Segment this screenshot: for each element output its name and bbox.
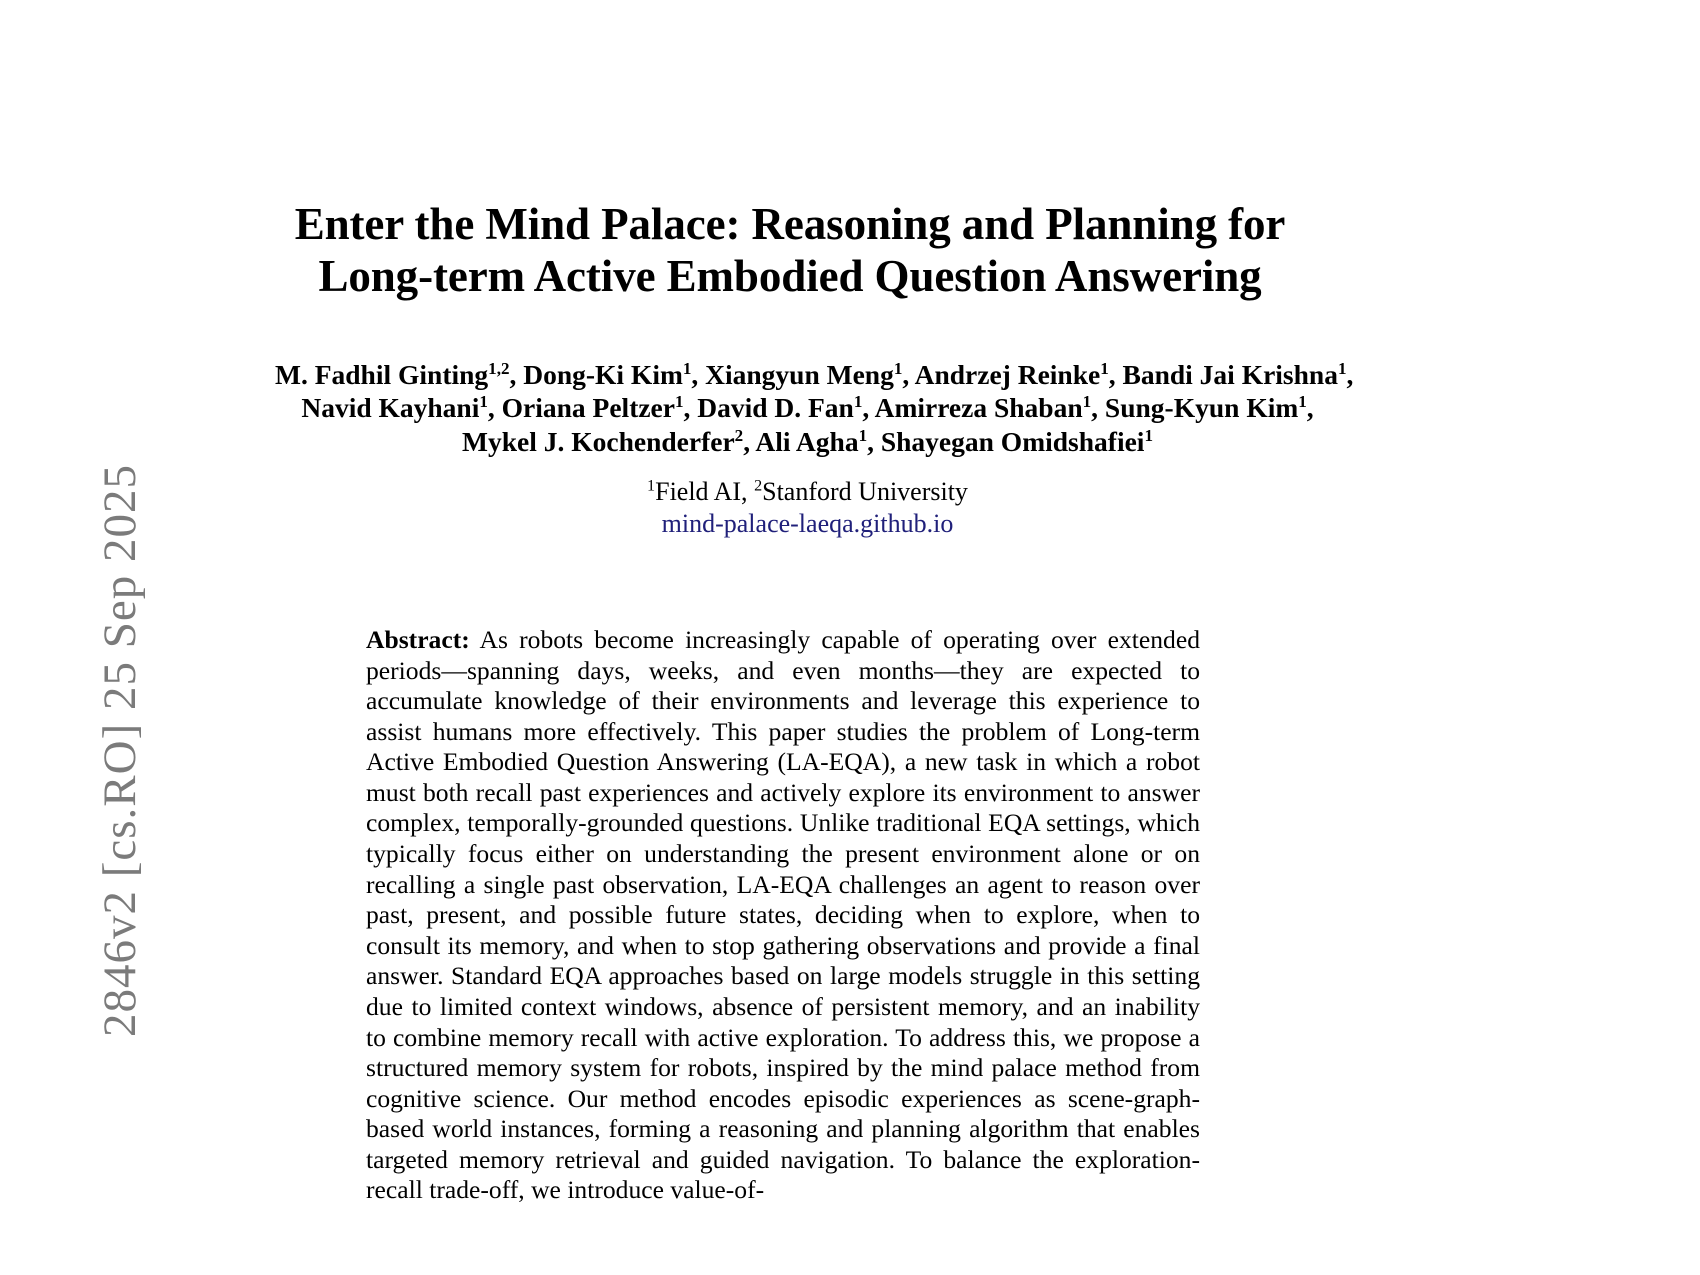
author-line-2: Navid Kayhani$^1$, Oriana Peltzer$^1$, David D. Fan$^1$, Amirreza Shaban$^1$, Sung-Kyun Kim$^1$,: [301, 392, 1314, 424]
author-name: Dong-Ki Kim: [523, 359, 683, 390]
author-affiliation-marker: 1: [1337, 358, 1347, 378]
author-affiliation-marker: 1: [479, 392, 488, 412]
author-name: Andrzej Reinke: [914, 359, 1101, 390]
abstract-body-text: As robots become increasingly capable of operating over extended periods—spanning days, weeks, and even months—they are expected to accumulate knowledge of their environments and leverage this experience to assist humans more effectively. This paper studies the problem of Long-term Active Embodied Question Answering (LA-EQA), a new task in which a robot must both recall past experiences and actively explore its environment to answer complex, temporally-grounded questions. Unlike traditional EQA settings, which typically focus either on understanding the present environment alone or on recalling a single past observation, LA-EQA challenges an agent to reason over past, present, and possible future states, deciding when to explore, when to consult its memory, and when to stop gathering observations and provide a final answer. Standard EQA approaches based on large models struggle in this setting due to limited context windows, absence of persistent memory, and an inability to combine memory recall with active exploration. To address this, we propose a structured memory system for robots, inspired by the mind palace method from cognitive science. Our method encodes episodic experiences as scene-graph-based world instances, forming a reasoning and planning algorithm that enables targeted memory retrieval and guided navigation. To balance the exploration-recall trade-off, we introduce value-of-: [366, 625, 1200, 1205]
arxiv-identifier-stamp: 2846v2 [cs.RO] 25 Sep 2025: [94, 464, 146, 1037]
author-affiliation-marker: 1: [674, 392, 684, 412]
affiliation-marker-1: 1: [647, 477, 656, 495]
author-name: Ali Agha: [755, 425, 859, 457]
author-affiliation-marker: 1: [1082, 392, 1092, 412]
author-affiliation-marker: 1,2: [488, 358, 510, 378]
author-name: Shayegan Omidshafiei: [880, 425, 1145, 457]
author-name: Sung-Kyun Kim: [1104, 392, 1299, 424]
author-line-1: M. Fadhil Ginting$^{1,2}$, Dong-Ki Kim$^1$, Xiangyun Meng$^1$, Andrzej Reinke$^1$, Bandi Jai Krishna$^1$,: [275, 358, 1354, 390]
author-name: Xiangyun Meng: [705, 359, 894, 390]
author-affiliation-marker: 1: [682, 358, 692, 378]
author-affiliation-marker: 2: [734, 425, 744, 445]
author-name: Amirreza Shaban: [874, 392, 1083, 424]
author-name: Bandi Jai Krishna: [1122, 359, 1338, 390]
author-name: Navid Kayhani: [301, 392, 480, 424]
affiliation-name-2: Stanford University: [762, 477, 968, 506]
affiliation-marker-2: 2: [754, 477, 763, 495]
author-name: Mykel J. Kochenderfer: [462, 425, 735, 457]
author-affiliation-marker: 1: [1144, 425, 1153, 445]
author-affiliation-marker: 1: [1100, 358, 1109, 378]
author-line-3: Mykel J. Kochenderfer$^2$, Ali Agha$^1$, Shayegan Omidshafiei$^1$: [462, 425, 1153, 457]
author-affiliation-marker: 1: [858, 425, 868, 445]
author-name: David D. Fan: [697, 392, 854, 424]
abstract-section: [366, 625, 1200, 1206]
affiliation-block: [275, 478, 1340, 538]
author-name: Oriana Peltzer: [501, 392, 675, 424]
author-list: [275, 358, 1354, 458]
author-affiliation-marker: 1: [893, 358, 903, 378]
abstract-label: Abstract:: [366, 625, 470, 654]
author-name: M. Fadhil Ginting: [275, 359, 489, 390]
author-affiliation-marker: 1: [853, 392, 863, 412]
title-block: [290, 198, 1290, 302]
page-title: Enter the Mind Palace: Reasoning and Planning for Long-term Active Embodied Question Answering: [294, 199, 1286, 302]
project-website-link[interactable]: mind-palace-laeqa.github.io: [661, 509, 954, 539]
affiliation-line: [275, 478, 1340, 506]
author-affiliation-marker: 1: [1298, 392, 1307, 412]
affiliation-name-1: Field AI,: [655, 477, 748, 506]
